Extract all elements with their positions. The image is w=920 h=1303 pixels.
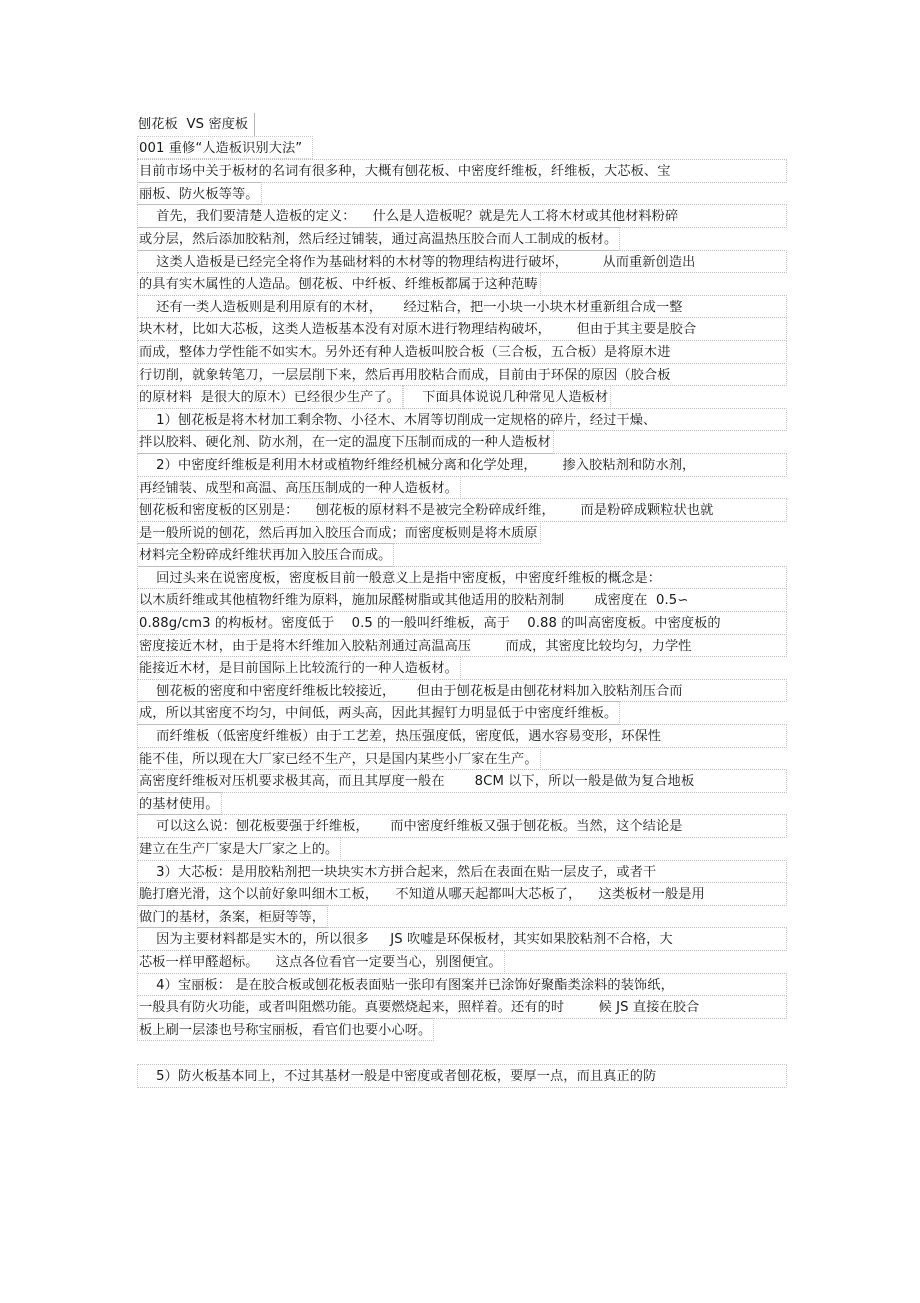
text-line: 的具有实木属性的人造品。刨花板、中纤板、纤维板都属于这种范畴 bbox=[137, 272, 541, 296]
text-line: 再经铺装、成型和高温、高压压制成的一种人造板材。 bbox=[137, 476, 461, 500]
text-line: 材料完全粉碎成纤维状再加入胶压合而成。 bbox=[137, 543, 394, 567]
text-line: 建立在生产厂家是大厂家之上的。 bbox=[137, 837, 341, 861]
document-subtitle: 001 重修“人造板识别大法” bbox=[137, 136, 313, 160]
text-line: 1）刨花板是将木材加工剩余物、小径木、木屑等切削成一定规格的碎片，经过干燥、 bbox=[137, 408, 787, 432]
text-line: 一般具有防火功能，或者叫阻燃功能。真要燃烧起来，照样着。还有的时 候 JS 直接在胶合 bbox=[137, 995, 787, 1019]
text-line: 刨花板和密度板的区别是： 刨花板的原材料不是被完全粉碎成纤维， 而是粉碎成颗粒状也就 bbox=[137, 498, 787, 522]
text-line: 高密度纤维板对压机要求极其高，而且其厚度一般在 8CM 以下，所以一般是做为复合地板 bbox=[137, 769, 787, 793]
text-line: 板上刷一层漆也号称宝丽板，看官们也要小心呀。 bbox=[137, 1018, 434, 1042]
text-line: 3）大芯板：是用胶粘剂把一块块实木方拼合起来，然后在表面在贴一层皮子，或者干 bbox=[137, 860, 787, 884]
text-line: 行切削，就象转笔刀，一层层削下来，然后再用胶粘合而成，目前由于环保的原因（胶合板 bbox=[137, 363, 787, 387]
text-line: 因为主要材料都是实木的，所以很多 JS 吹嘘是环保板材，其实如果胶粘剂不合格，大 bbox=[137, 927, 787, 951]
text-line: 还有一类人造板则是利用原有的木材， 经过粘合，把一小块一小块木材重新组合成一整 bbox=[137, 295, 787, 319]
text-line: 是一般所说的刨花，然后再加入胶压合而成；而密度板则是将木质原 bbox=[137, 521, 541, 545]
text-line: 而成，整体力学性能不如实木。另外还有种人造板叫胶合板（三合板，五合板）是将原木进 bbox=[137, 340, 787, 364]
text-line: 成，所以其密度不均匀，中间低，两头高，因此其握钉力明显低于中密度纤维板。 bbox=[137, 701, 620, 725]
text-line: 芯板一样甲醛超标。 这点各位看官一定要当心，别图便宜。 bbox=[137, 950, 505, 974]
text-line: 而纤维板（低密度纤维板）由于工艺差，热压强度低，密度低，遇水容易变形，环保性 bbox=[137, 724, 787, 748]
text-line: 刨花板的密度和中密度纤维板比较接近， 但由于刨花板是由刨花材料加入胶粘剂压合而 bbox=[137, 679, 787, 703]
text-line: 这类人造板是已经完全将作为基础材料的木材等的物理结构进行破坏， 从而重新创造出 bbox=[137, 250, 787, 274]
text-line: 能不佳，所以现在大厂家已经不生产，只是国内某些小厂家在生产。 bbox=[137, 747, 541, 771]
text-line: 目前市场中关于板材的名词有很多种，大概有刨花板、中密度纤维板，纤维板，大芯板、宝 bbox=[137, 159, 787, 183]
document-title: 刨花板 VS 密度板 bbox=[137, 113, 255, 137]
text-line: 回过头来在说密度板，密度板目前一般意义上是指中密度板，中密度纤维板的概念是： bbox=[137, 566, 787, 590]
paragraph-gap bbox=[137, 1041, 787, 1065]
text-line: 可以这么说：刨花板要强于纤维板， 而中密度纤维板又强于刨花板。当然，这个结论是 bbox=[137, 814, 787, 838]
text-line: 能接近木材，是目前国际上比较流行的一种人造板材。 bbox=[137, 656, 461, 680]
document-lines bbox=[137, 159, 787, 1087]
text-line: 下面具体说说几种常见人造板材 bbox=[403, 385, 611, 409]
text-line: 或分层，然后添加胶粘剂，然后经过铺装，通过高温热压胶合而人工制成的板材。 bbox=[137, 227, 620, 251]
text-line: 脆打磨光滑，这个以前好象叫细木工板， 不知道从哪天起都叫大芯板了， 这类板材一般是用 bbox=[137, 882, 787, 906]
text-line: 2）中密度纤维板是利用木材或植物纤维经机械分离和化学处理， 掺入胶粘剂和防水剂， bbox=[137, 453, 787, 477]
text-line: 拌以胶料、硬化剂、防水剂，在一定的温度下压制而成的一种人造板材 bbox=[137, 430, 554, 454]
text-line: 首先，我们要清楚人造板的定义： 什么是人造板呢？就是先人工将木材或其他材料粉碎 bbox=[137, 204, 787, 228]
document-body bbox=[137, 113, 787, 1088]
text-line: 丽板、防火板等等。 bbox=[137, 182, 262, 206]
text-line: 5）防火板基本同上，不过其基材一般是中密度或者刨花板，要厚一点，而且真正的防 bbox=[137, 1064, 787, 1088]
text-line: 4）宝丽板： 是在胶合板或刨花板表面贴一张印有图案并已涂饰好聚酯类涂料的装饰纸， bbox=[137, 973, 787, 997]
text-line: 密度接近木材，由于是将木纤维加入胶粘剂通过高温高压 而成，其密度比较均匀，力学性 bbox=[137, 634, 787, 658]
text-line: 做门的基材，条案，柜厨等等， bbox=[137, 905, 328, 929]
text-line: 的基材使用。 bbox=[137, 792, 222, 816]
text-line: 的原材料 是很大的原木）已经很少生产了。 bbox=[137, 385, 403, 409]
text-line: 0.88g/cm3 的构板材。密度低于 0.5 的一般叫纤维板，高于 0.88 的叫高密度板。中密度板的 bbox=[137, 611, 787, 635]
text-line: 块木材，比如大芯板，这类人造板基本没有对原木进行物理结构破坏， 但由于其主要是胶合 bbox=[137, 317, 787, 341]
text-line: 以木质纤维或其他植物纤维为原料，施加尿醛树脂或其他适用的胶粘剂制 成密度在 0.5∽ bbox=[137, 588, 787, 612]
